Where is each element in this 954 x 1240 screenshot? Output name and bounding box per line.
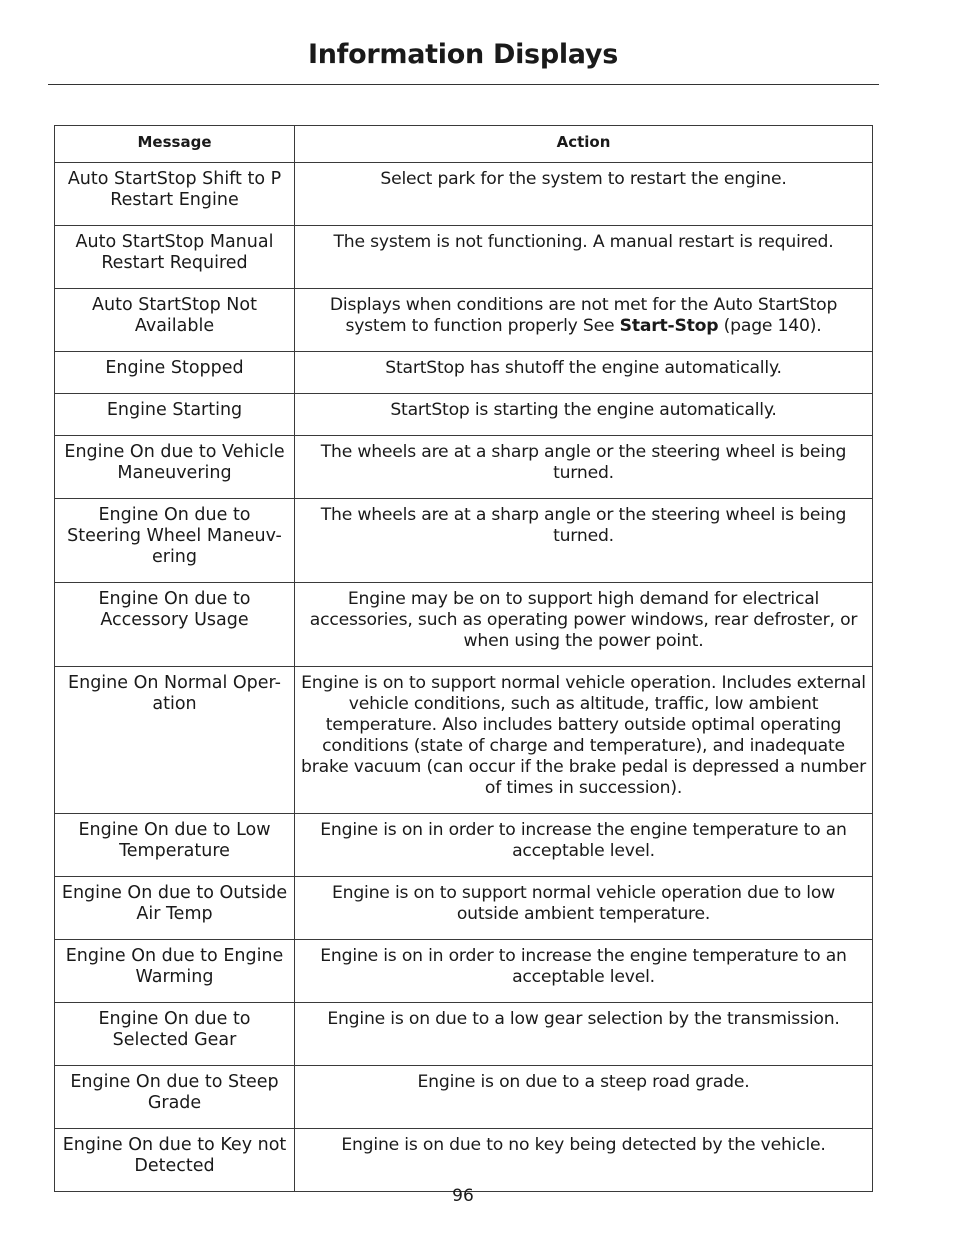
action-cell: Engine is on in order to increase the engine temperature to an acceptable level. [295,814,873,877]
page-reference: (page 140). [718,316,822,336]
page-number: 96 [452,1186,474,1206]
action-text: Displays when conditions are not met for the Auto StartStop system to function properly See [329,295,838,336]
action-cell: The wheels are at a sharp angle or the steering wheel is being turned. [295,499,873,583]
message-cell: Engine On due to Steep Grade [55,1066,295,1129]
action-cell: StartStop is starting the engine automatically. [295,394,873,436]
action-cell: Engine may be on to support high demand for electrical accessories, such as operating power windows, rear defroster, or when using the power point. [295,583,873,667]
title-divider [48,84,879,85]
action-cell: Engine is on due to a low gear selection by the transmission. [295,1003,873,1066]
message-cell: Engine On due to Low Temperature [55,814,295,877]
action-cell: The system is not functioning. A manual restart is required. [295,226,873,289]
cross-reference-link[interactable]: Start-Stop [619,316,719,336]
table-row [55,1003,873,1066]
message-table [54,125,873,1192]
table-row [55,436,873,499]
message-cell: Engine On due to Outside Air Temp [55,877,295,940]
action-cell: StartStop has shutoff the engine automatically. [295,352,873,394]
message-cell: Engine On due to Selected Gear [55,1003,295,1066]
message-cell: Engine On due to Vehicle Maneuvering [55,436,295,499]
table-row [55,394,873,436]
action-cell: Engine is on to support normal vehicle operation. Includes external vehicle conditions, such as altitude, traffic, low ambient temperature. Also includes battery outside optimal operating conditions (state of charge and temperature), and inadequate brake vacuum (can occur if the brake pedal is depressed a number of times in succession). [295,667,873,814]
action-cell: Engine is on due to no key being detected by the vehicle. [295,1129,873,1192]
page-title: Information Displays [308,39,618,70]
table-header-row [55,126,873,163]
action-cell: Engine is on due to a steep road grade. [295,1066,873,1129]
message-cell: Auto StartStop Shift to P Restart Engine [55,163,295,226]
table-row [55,814,873,877]
column-header-message: Message [55,126,295,163]
action-cell: Engine is on to support normal vehicle operation due to low outside ambient temperature. [295,877,873,940]
table-row [55,163,873,226]
message-cell: Engine On due to Accessory Usage [55,583,295,667]
message-cell: Engine Starting [55,394,295,436]
action-cell: The wheels are at a sharp angle or the steering wheel is being turned. [295,436,873,499]
message-cell: Auto StartStop Not Available [55,289,295,352]
action-cell [295,289,873,352]
message-cell: Engine On due to Steering Wheel Maneuv-ering [55,499,295,583]
message-cell: Engine On Normal Oper-ation [55,667,295,814]
table-row [55,226,873,289]
message-cell: Engine On due to Key not Detected [55,1129,295,1192]
message-cell: Engine Stopped [55,352,295,394]
message-cell: Engine On due to Engine Warming [55,940,295,1003]
column-header-action: Action [295,126,873,163]
table-row [55,352,873,394]
table-row [55,667,873,814]
table-row [55,289,873,352]
table-row [55,940,873,1003]
action-cell: Engine is on in order to increase the engine temperature to an acceptable level. [295,940,873,1003]
table-row [55,1066,873,1129]
table-row [55,1129,873,1192]
message-cell: Auto StartStop Manual Restart Required [55,226,295,289]
table-row [55,499,873,583]
table-row [55,877,873,940]
action-cell: Select park for the system to restart the engine. [295,163,873,226]
table-row [55,583,873,667]
